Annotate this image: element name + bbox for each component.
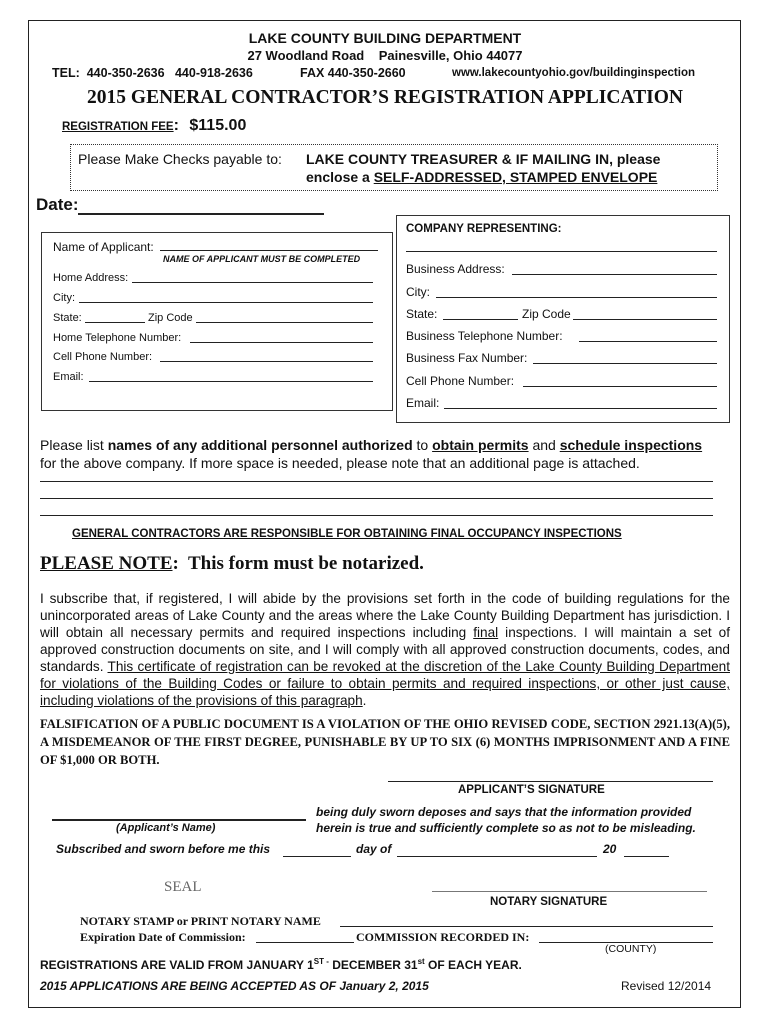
statement-end: . (362, 693, 367, 708)
applicant-cell-label: Cell Phone Number: (53, 351, 153, 363)
checks-payable-line1: LAKE COUNTY TREASURER & IF MAILING IN, please (306, 151, 661, 167)
department-phone: TEL: 440-350-2636 440-918-2636 (52, 66, 253, 80)
subscribed-sworn-label: Subscribed and sworn before me this (56, 842, 271, 856)
department-website: www.lakecountyohio.gov/buildinginspection (452, 67, 695, 79)
company-state-field[interactable] (443, 319, 518, 320)
subscription-statement (40, 590, 730, 709)
company-email-label: Email: (406, 396, 440, 410)
checks-payable-prefix: Please Make Checks payable to: (78, 151, 282, 167)
business-address-label: Business Address: (406, 262, 505, 276)
department-name: LAKE COUNTY BUILDING DEPARTMENT (248, 30, 522, 46)
sworn-text-1: being duly sworn deposes and says that the information provided (316, 805, 692, 819)
company-city-field[interactable] (436, 297, 717, 298)
valid-sup1: ST - (313, 957, 329, 966)
statement-revoke: This certificate of registration can be revoked at the discretion of the Lake County Building Department for violations of the Building Codes or failure to obtain permits and required inspections, or other just cause, including violations of the provisions of this paragraph (40, 659, 730, 708)
applicant-state-label: State: (53, 312, 82, 324)
gc-notice: GENERAL CONTRACTORS ARE RESPONSIBLE FOR OBTAINING FINAL OCCUPANCY INSPECTIONS (72, 528, 622, 540)
please-note-text: : This form must be notarized. (172, 553, 424, 574)
form-title: 2015 GENERAL CONTRACTOR’S REGISTRATION APPLICATION (87, 87, 683, 108)
company-cell-label: Cell Phone Number: (406, 374, 515, 388)
applicant-name-label: Name of Applicant: (53, 240, 154, 254)
checks-line2-text: enclose a (306, 169, 374, 185)
notary-signature-label: NOTARY SIGNATURE (490, 896, 608, 908)
applicant-city-label: City: (53, 292, 75, 304)
company-zip-label: Zip Code (522, 307, 571, 321)
home-address-field[interactable] (132, 282, 373, 283)
commission-label: COMMISSION RECORDED IN: (356, 930, 530, 944)
notary-signature-field[interactable] (432, 891, 707, 892)
valid-sup2: st (417, 957, 425, 966)
company-city-label: City: (406, 285, 430, 299)
personnel-line-2[interactable] (40, 498, 713, 499)
personnel-t3: to (412, 437, 433, 453)
home-address-label: Home Address: (53, 272, 129, 284)
applicant-name-caption: (Applicant’s Name) (116, 822, 216, 834)
personnel-t6: schedule inspections (559, 437, 703, 453)
applicant-state-field[interactable] (85, 322, 145, 323)
fee-colon: : (173, 117, 179, 134)
valid-end: OF EACH YEAR. (424, 958, 522, 972)
company-header: COMPANY REPRESENTING: (406, 223, 562, 235)
company-zip-field[interactable] (573, 319, 717, 320)
personnel-line-3[interactable] (40, 515, 713, 516)
please-note (40, 553, 424, 575)
seal-label: SEAL (164, 879, 202, 895)
business-phone-field[interactable] (579, 341, 717, 342)
company-cell-field[interactable] (523, 386, 717, 387)
statement-p2: inspections. I will maintain a set of approved construction documents on site, and I will comply with all approved construction documents, codes, and standards. (40, 625, 730, 674)
personnel-line-1[interactable] (40, 481, 713, 482)
day-of-label: day of (356, 842, 392, 856)
home-phone-label: Home Telephone Number: (53, 332, 182, 344)
expiration-label: Expiration Date of Commission: (80, 930, 246, 944)
sworn-month-field[interactable] (397, 856, 597, 857)
fee-amount: $115.00 (189, 117, 247, 134)
applicant-email-field[interactable] (89, 381, 373, 382)
falsification-warning: FALSIFICATION OF A PUBLIC DOCUMENT IS A VIOLATION OF THE OHIO REVISED CODE, SECTION 2921.13(A)(5), A MISDEMEANOR OF THE FIRST DEGREE, PUNISHABLE BY UP TO SIX (6) MONTHS IMPRISONMENT AND A FINE OF $1,000 OR BOTH. (40, 717, 730, 767)
applicant-email-label: Email: (53, 371, 84, 383)
applicant-cell-field[interactable] (160, 361, 373, 362)
personnel-t4: obtain permits (432, 437, 529, 453)
home-phone-field[interactable] (190, 342, 373, 343)
notary-stamp-label: NOTARY STAMP or PRINT NOTARY NAME (80, 914, 321, 928)
revised-date: Revised 12/2014 (621, 979, 712, 993)
company-state-label: State: (406, 307, 438, 321)
personnel-t1: Please list (40, 437, 108, 453)
personnel-t2: names of any additional personnel authorized (107, 437, 413, 453)
business-phone-label: Business Telephone Number: (406, 329, 563, 343)
company-email-field[interactable] (444, 408, 717, 409)
applicant-name-note: NAME OF APPLICANT MUST BE COMPLETED (163, 254, 361, 264)
department-address: 27 Woodland Road Painesville, Ohio 44077 (247, 48, 523, 63)
business-address-field[interactable] (512, 274, 717, 275)
personnel-t5: and (528, 437, 560, 453)
department-fax: FAX 440-350-2660 (300, 66, 406, 80)
applications-accepted: 2015 APPLICATIONS ARE BEING ACCEPTED AS OF January 2, 2015 (40, 979, 429, 993)
valid-period (40, 957, 522, 972)
date-label: Date: (36, 195, 79, 214)
company-name-field[interactable] (406, 251, 717, 252)
applicant-signature-field[interactable] (388, 781, 713, 782)
date-field[interactable] (78, 213, 324, 215)
sworn-text-2: herein is true and sufficiently complete so as not to be misleading. (316, 821, 696, 835)
valid-pre: REGISTRATIONS ARE VALID FROM JANUARY 1 (40, 958, 314, 972)
statement-final: final (473, 625, 499, 640)
personnel-instructions (40, 437, 702, 453)
personnel-instructions-line2: for the above company. If more space is needed, please note that an additional page is attached. (40, 455, 640, 471)
sase-text: SELF-ADDRESSED, STAMPED ENVELOPE (373, 169, 658, 185)
business-fax-label: Business Fax Number: (406, 351, 528, 365)
applicant-name-field[interactable] (160, 250, 378, 251)
statement-p1: I subscribe that, if registered, I will abide by the provisions set forth in the code of building regulations for the unincorporated areas of Lake County and the areas where the Lake County Building Department has jurisdiction. I will obtain all necessary permits and required inspections including (40, 591, 730, 640)
notary-name-field[interactable] (340, 926, 713, 927)
valid-mid: DECEMBER 31 (328, 958, 418, 972)
fee-label: REGISTRATION FEE (62, 121, 174, 133)
business-fax-field[interactable] (533, 363, 717, 364)
checks-payable-line2 (306, 169, 657, 185)
county-caption: (COUNTY) (605, 943, 657, 955)
applicant-zip-field[interactable] (196, 322, 373, 323)
registration-fee (62, 117, 246, 135)
applicant-signature-label: APPLICANT’S SIGNATURE (458, 784, 605, 796)
expiration-field[interactable] (256, 942, 354, 943)
applicant-city-field[interactable] (79, 302, 373, 303)
sworn-day-field[interactable] (283, 856, 351, 857)
applicant-name-sign-field[interactable] (52, 819, 306, 821)
please-note-label: PLEASE NOTE (40, 553, 173, 574)
sworn-year-field[interactable] (624, 856, 669, 857)
year-prefix: 20 (603, 842, 617, 856)
applicant-zip-label: Zip Code (148, 312, 193, 324)
